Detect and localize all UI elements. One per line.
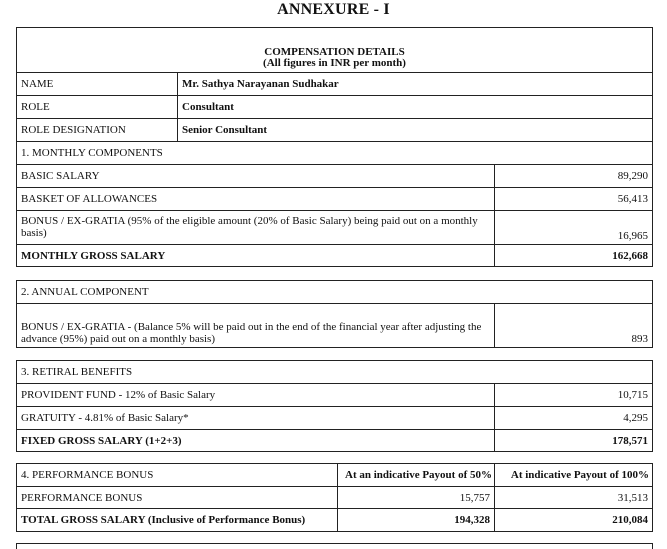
total-gross-label: TOTAL GROSS SALARY (Inclusive of Performance Bonus) [21, 514, 306, 526]
gratuity-label: GRATUITY - 4.81% of Basic Salary* [21, 412, 189, 424]
retiral-heading-row [17, 361, 652, 384]
annual-heading-row [17, 281, 652, 304]
fixed-gross-label: FIXED GROSS SALARY (1+2+3) [21, 434, 182, 447]
performance-heading: 4. PERFORMANCE BONUS [21, 469, 154, 481]
payout-100-header: At indicative Payout of 100% [494, 464, 652, 486]
total-gross-row [17, 509, 652, 531]
fixed-gross-value: 178,571 [494, 430, 652, 451]
total-gross-100: 210,084 [494, 509, 652, 531]
retiral-benefits-table [16, 360, 653, 452]
role-designation-row [17, 119, 652, 142]
performance-bonus-row [17, 487, 652, 509]
payout-50-header: At an indicative Payout of 50% [337, 464, 494, 486]
name-row [17, 73, 652, 96]
provident-fund-row [17, 384, 652, 407]
performance-bonus-100: 31,513 [494, 487, 652, 508]
role-designation-label: ROLE DESIGNATION [21, 124, 126, 136]
performance-heading-row [17, 464, 652, 487]
annexure-title: ANNEXURE - I [277, 1, 390, 18]
monthly-heading: 1. MONTHLY COMPONENTS [21, 147, 163, 159]
monthly-bonus-value: 16,965 [494, 211, 652, 244]
annual-heading: 2. ANNUAL COMPONENT [21, 286, 149, 298]
allowances-value: 56,413 [494, 188, 652, 210]
allowances-label: BASKET OF ALLOWANCES [21, 193, 158, 205]
provident-fund-value: 10,715 [494, 384, 652, 406]
annual-component-table [16, 280, 653, 348]
name-label: NAME [21, 78, 54, 90]
provident-fund-label: PROVIDENT FUND - 12% of Basic Salary [21, 389, 216, 401]
role-row [17, 96, 652, 119]
compensation-heading: COMPENSATION DETAILS [264, 46, 405, 58]
annual-bonus-label: BONUS / EX-GRATIA - (Balance 5% will be paid out in the end of the financial year after adjusting the advance (95%) paid out on a monthly basis) [21, 321, 482, 345]
role-designation-value: Senior Consultant [177, 119, 652, 141]
compensation-subheading: (All figures in INR per month) [263, 57, 406, 69]
allowances-row [17, 188, 652, 211]
monthly-heading-row [17, 142, 652, 165]
gratuity-value: 4,295 [494, 407, 652, 429]
annual-bonus-row [17, 304, 652, 347]
role-value: Consultant [177, 96, 652, 118]
compensation-table [16, 27, 653, 267]
basic-salary-row [17, 165, 652, 188]
gratuity-row [17, 407, 652, 430]
role-label: ROLE [21, 101, 50, 113]
basic-salary-label: BASIC SALARY [21, 170, 100, 182]
monthly-bonus-label: BONUS / EX-GRATIA (95% of the eligible amount (20% of Basic Salary) being paid out on a monthly basis) [21, 214, 478, 239]
total-gross-50: 194,328 [337, 509, 494, 531]
performance-bonus-table [16, 463, 653, 532]
monthly-bonus-row [17, 211, 652, 245]
monthly-gross-row [17, 245, 652, 267]
monthly-gross-label: MONTHLY GROSS SALARY [21, 250, 166, 262]
compensation-header [17, 28, 652, 73]
fixed-gross-row [17, 430, 652, 451]
next-table-border [16, 543, 653, 549]
name-value: Mr. Sathya Narayanan Sudhakar [177, 73, 652, 95]
retiral-heading: 3. RETIRAL BENEFITS [21, 366, 133, 378]
performance-bonus-50: 15,757 [337, 487, 494, 508]
basic-salary-value: 89,290 [494, 165, 652, 187]
performance-bonus-label: PERFORMANCE BONUS [21, 491, 143, 504]
annual-bonus-value: 893 [494, 304, 652, 347]
monthly-gross-value: 162,668 [494, 245, 652, 267]
